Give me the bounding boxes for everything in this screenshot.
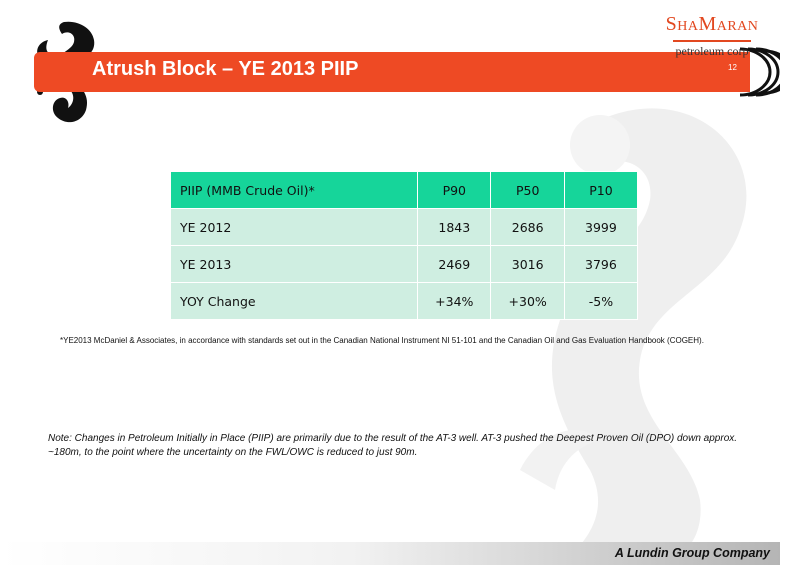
column-header: PIIP (MMB Crude Oil)*	[171, 172, 418, 209]
table-cell: 2469	[418, 246, 491, 283]
table-cell: 3999	[564, 209, 637, 246]
table-cell: 1843	[418, 209, 491, 246]
brand-logo	[662, 14, 762, 58]
piip-table	[170, 171, 638, 320]
page-title: Atrush Block – YE 2013 PIIP	[92, 58, 359, 80]
table-row	[171, 246, 638, 283]
table-row	[171, 283, 638, 320]
page-number: 12	[728, 63, 737, 72]
column-header: P90	[418, 172, 491, 209]
note-text: Note: Changes in Petroleum Initially in Place (PIIP) are primarily due to the result of the AT-3 well. AT-3 pushed the Deepest Proven Oil (DPO) down approx. ~180m, to the point where the uncertainty on the FWL/OWC is reduced to just 90m.	[48, 433, 738, 458]
table-cell: +30%	[491, 283, 564, 320]
source-footnote: *YE2013 McDaniel & Associates, in accordance with standards set out in the Canadian National Instrument NI 51-101 and the Canadian Oil and Gas Evaluation Handbook (COGEH).	[60, 336, 704, 345]
table-cell: 3796	[564, 246, 637, 283]
table-cell: YE 2012	[171, 209, 418, 246]
table-header-row	[171, 172, 638, 209]
brand-name: SHAMARAN	[665, 13, 759, 35]
column-header: P50	[491, 172, 564, 209]
table-cell: 3016	[491, 246, 564, 283]
brand-divider	[673, 40, 751, 42]
table-cell: -5%	[564, 283, 637, 320]
footer-tagline: A Lundin Group Company	[614, 546, 770, 560]
column-header: P10	[564, 172, 637, 209]
table-cell: +34%	[418, 283, 491, 320]
table-cell: YE 2013	[171, 246, 418, 283]
brand-subtitle: petroleum corp	[675, 44, 749, 58]
table-cell: YOY Change	[171, 283, 418, 320]
table-row	[171, 209, 638, 246]
table-cell: 2686	[491, 209, 564, 246]
